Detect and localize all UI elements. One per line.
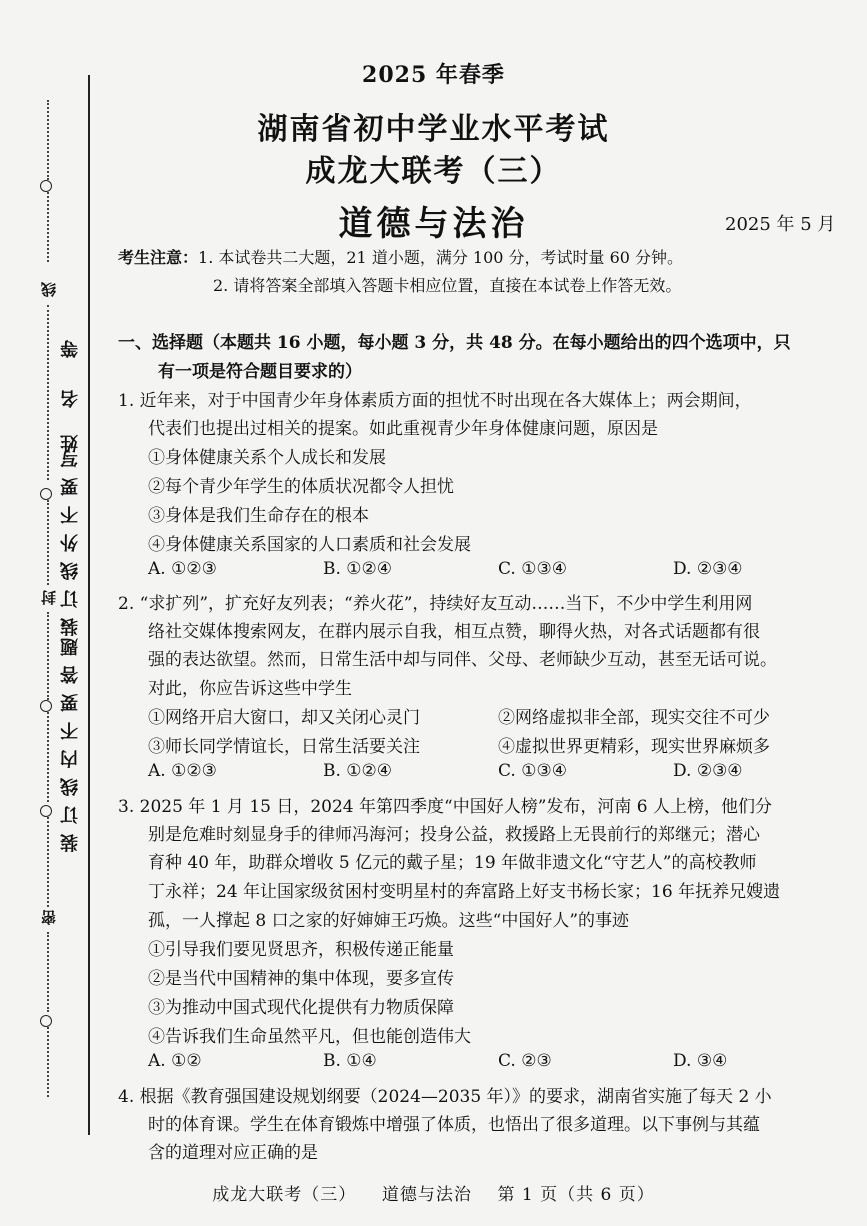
option-b: B. ①②④ [323, 559, 393, 579]
dotted-line [47, 817, 49, 907]
section-heading-line: 有一项是符合题目要求的） [158, 362, 362, 382]
margin-seal-label: 封 [40, 590, 58, 605]
statement-item: ①身体健康关系个人成长和发展 [148, 448, 386, 468]
dotted-line [47, 1027, 49, 1097]
margin-line-label: 线 [40, 282, 58, 297]
option-c: C. ①③④ [498, 761, 567, 781]
section-heading-line: 一、选择题（本题共 16 小题，每小题 3 分，共 48 分。在每小题给出的四个选项中，只 [118, 333, 791, 353]
notice-item-2: 2. 请将答案全部填入答题卡相应位置，直接在本试卷上作答无效。 [213, 276, 682, 295]
question-stem: 络社交媒体搜索网友，在群内展示自我，相互点赞，聊得火热，对各式话题都有很 [148, 622, 760, 642]
margin-warning-outside: 装订线外不要写 [60, 440, 81, 636]
question-stem: 2. “求扩列”，扩充好友列表；“养火花”，持续好友互动……当下，不少中学生利用网 [118, 594, 753, 614]
binding-hole [40, 805, 52, 817]
question-stem: 时的体育课。学生在体育锻炼中增强了体质，也悟出了很多道理。以下事例与其蕴 [148, 1115, 760, 1135]
exam-date: 2025 年 5 月 [725, 214, 836, 235]
question-stem: 1. 近年来，对于中国青少年身体素质方面的担忧不时出现在各大媒体上；两会期间， [118, 391, 752, 411]
question-stem: 孤，一人撑起 8 口之家的好婶婶王巧焕。这些“中国好人”的事迹 [148, 911, 630, 931]
statement-item: ②每个青少年学生的体质状况都令人担忧 [148, 477, 454, 497]
binding-hole [40, 1015, 52, 1027]
statement-item: ②是当代中国精神的集中体现，要多宣传 [148, 969, 454, 989]
option-c: C. ①③④ [498, 559, 567, 579]
dotted-line [47, 712, 49, 802]
statement-item: ①网络开启大窗口，却又关闭心灵门 [148, 708, 420, 728]
option-c: C. ②③ [498, 1051, 552, 1071]
option-b: B. ①②④ [323, 761, 393, 781]
binding-hole [40, 488, 52, 500]
binding-hole [40, 700, 52, 712]
margin-warning-inside: 装订线内不要答题， [60, 600, 81, 852]
exam-season: 2025 年春季 [362, 62, 505, 88]
notice-label: 考生注意： [118, 248, 199, 267]
statement-item: ①引导我们要见贤思齐，积极传递正能量 [148, 940, 454, 960]
question-stem: 3. 2025 年 1 月 15 日，2024 年第四季度“中国好人榜”发布，河南 6 人上榜，他们分 [118, 797, 773, 817]
dotted-line [47, 932, 49, 1012]
option-d: D. ②③④ [673, 761, 743, 781]
option-d: D. ③④ [673, 1051, 728, 1071]
option-a: A. ①②③ [148, 761, 217, 781]
option-d: D. ②③④ [673, 559, 743, 579]
statement-item: ③师长同学情谊长，日常生活要关注 [148, 737, 420, 757]
exam-subtitle: 成龙大联考（三） [305, 154, 562, 189]
option-a: A. ①② [148, 1051, 202, 1071]
question-stem: 强的表达欲望。然而，日常生活中却与同伴、父母、老师缺少互动，甚至无话可说。 [148, 650, 777, 670]
exam-title: 湖南省初中学业水平考试 [257, 112, 610, 147]
notice-item-1: 1. 本试卷共二大题，21 道小题，满分 100 分，考试时量 60 分钟。 [198, 248, 684, 267]
statement-item: ④虚拟世界更精彩，现实世界麻烦多 [498, 737, 770, 757]
option-b: B. ①④ [323, 1051, 377, 1071]
question-stem: 丁永祥；24 年让国家级贫困村变明星村的奔富路上好支书杨长家；16 年抚养兄嫂遗 [148, 882, 781, 902]
dotted-line [47, 305, 49, 480]
subject-title: 道德与法治 [338, 204, 529, 244]
margin-secret-label: 密 [40, 910, 58, 925]
question-stem: 4. 根据《教育强国建设规划纲要（2024—2035 年）》的要求，湖南省实施了每天 2 小 [118, 1087, 772, 1107]
question-stem: 含的道理对应正确的是 [148, 1143, 318, 1163]
statement-item: ④身体健康关系国家的人口素质和社会发展 [148, 535, 471, 555]
statement-item: ②网络虚拟非全部，现实交往不可少 [498, 708, 770, 728]
question-stem: 育种 40 年，助群众增收 5 亿元的戴子星；19 年做非遗文化“守艺人”的高校教师 [148, 853, 757, 873]
question-stem: 对此，你应告诉这些中学生 [148, 679, 352, 699]
statement-item: ③为推动中国式现代化提供有力物质保障 [148, 998, 454, 1018]
statement-item: ③身体是我们生命存在的根本 [148, 506, 369, 526]
dotted-line [47, 500, 49, 585]
margin-field-name: 姓 名 [60, 380, 81, 453]
question-stem: 代表们也提出过相关的提案。如此重视青少年身体健康问题，原因是 [148, 419, 658, 439]
page-footer: 成龙大联考（三） 道德与法治 第 1 页（共 6 页） [212, 1185, 655, 1205]
option-a: A. ①②③ [148, 559, 217, 579]
notice-line-1 [118, 244, 683, 272]
statement-item: ④告诉我们生命虽然平凡，但也能创造伟大 [148, 1027, 471, 1047]
dotted-line [47, 612, 49, 700]
question-stem: 别是危难时刻显身手的律师冯海河；投身公益，救援路上无畏前行的郑继元；潜心 [148, 825, 760, 845]
margin-field-etc: 等 [60, 330, 81, 358]
